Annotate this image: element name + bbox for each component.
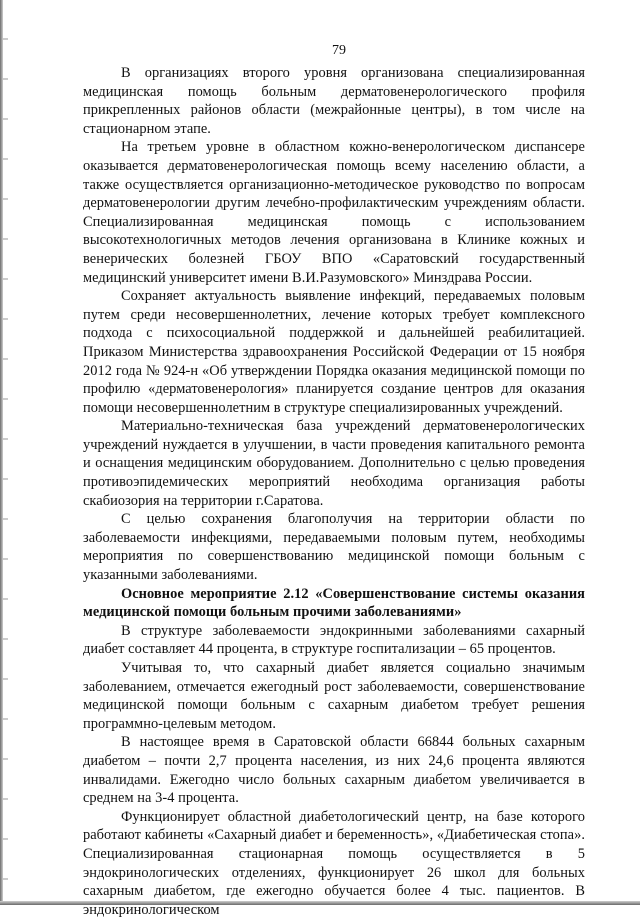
paragraph-diabetes-significance: Учитывая то, что сахарный диабет является социально значимым заболеванием, отмечается ежегодный рост заболеваемости, совершенствование медицинской помощи больным с сахарным диабетом требует решения программно-целевым методом. (83, 660, 585, 732)
paragraph-second-level: В организациях второго уровня организована специализированная медицинская помощь больным дерматовенерологического профиля прикрепленных районов области (межрайонные центры), в том числе на стационарном этапе. (83, 65, 585, 137)
section-heading-2-12: Основное мероприятие 2.12 «Совершенствование системы оказания медицинской помощи больным прочими заболеваниями» (83, 585, 585, 621)
paragraph-diabetes-statistics: В настоящее время в Саратовской области 66844 больных сахарным диабетом – почти 2,7 процента населения, из них 24,6 процента являются инвалидами. Ежегодно число больных сахарным диабетом увеличивается в среднем на 3-4 процента. (83, 734, 585, 807)
paragraph-diabetes-share: В структуре заболеваемости эндокринными заболеваниями сахарный диабет составляет 44 процента, в структуре госпитализации – 65 процентов. (83, 622, 585, 658)
document-page (83, 42, 585, 919)
paragraph-welfare-goal: С целью сохранения благополучия на территории области по заболеваемости инфекциями, передаваемыми половым путем, необходимы мероприятия по совершенствованию медицинской помощи больным с указанными заболеваниями. (83, 511, 585, 584)
page-number: 79 (332, 43, 346, 58)
scan-left-marks (3, 0, 8, 905)
paragraph-third-level: На третьем уровне в областном кожно-венерологическом диспансере оказывается дерматовенерологическая помощь всему населению области, а также осуществляется организационно-методическое руководство по вопросам дерматовенерологии другим лечебно-профилактическим учреждениям области. Специализированная медицинская помощь с использованием высокотехнологичных методов лечения организована в Клинике кожных и венерических болезней ГБОУ ВПО «Саратовский государственный медицинский университет имени В.И.Разумовского» Минздрава России. (83, 139, 585, 286)
paragraph-material-base: Материально-техническая база учреждений дерматовенерологических учреждений нуждается в улучшении, в части проведения капитального ремонта и оснащения медицинским оборудованием. Дополнительно с целью проведения противоэпидемических мероприятий необходима организация работы скабиозория на территории г.Саратова. (83, 418, 585, 509)
paragraph-diabetes-center: Функционирует областной диабетологический центр, на базе которого работают кабинеты «Сахарный диабет и беременность», «Диабетическая стопа». Специализированная стационарная помощь осуществляется в 5 эндокринологических отделениях, функционирует 26 школ для больных сахарным диабетом, где ежегодно обучается более 4 тыс. пациентов. В эндокринологическом (83, 808, 585, 918)
paragraph-minors-infections: Сохраняет актуальность выявление инфекций, передаваемых половым путем среди несовершеннолетних, лечение которых требует комплексного подхода с психосоциальной поддержкой и дальнейшей реабилитацией. Приказом Министерства здравоохранения Российской Федерации от 15 ноября 2012 года № 924-н «Об утверждении Порядка оказания медицинской помощи по профилю «дерматовенерология» планируется создание центров для оказания помощи несовершеннолетним в структуре специализированных учреждений. (83, 288, 585, 416)
body-text (83, 64, 585, 919)
